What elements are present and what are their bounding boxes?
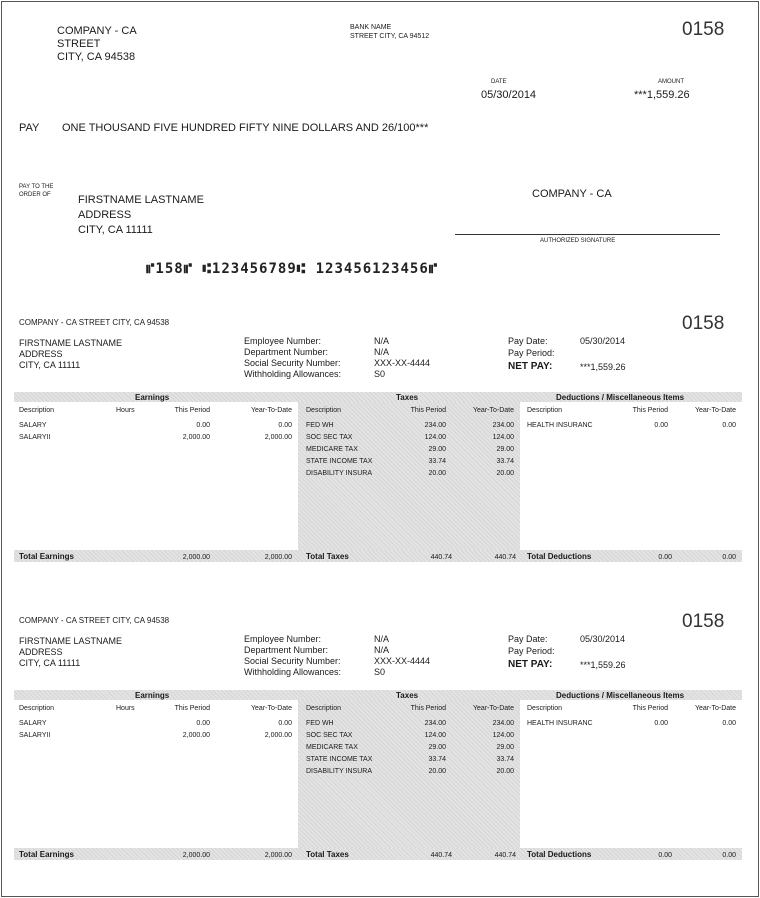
taxes-desc-column [306,421,372,481]
total-taxes-period: 440.74 [430,554,452,561]
ssn-label: Social Security Number: [244,656,341,666]
employee-number-label: Employee Number: [244,634,322,644]
taxes-ytd-column [450,719,514,779]
taxes-ytd-column [450,421,514,481]
pay-date-label: Pay Date: [508,634,548,644]
company-name: COMPANY - CA [57,25,137,37]
total-earnings-ytd: 2,000.00 [264,554,292,561]
department-number-label: Department Number: [244,347,329,357]
taxes-row-ytd: 234.00 [492,422,514,429]
deductions-row-period: 0.00 [654,422,668,429]
department-number-value: N/A [374,645,390,655]
deductions-period-column [608,421,668,433]
micr-line: ⑈158⑈ ⑆123456789⑆ 123456123456⑈ [146,261,439,277]
pay-to-label [19,183,53,199]
total-deductions-period: 0.00 [658,852,672,859]
deductions-row-desc: HEALTH INSURANC [527,422,593,429]
total-earnings-label: Total Earnings [19,850,74,859]
earnings-row-desc: SALARY [19,422,47,429]
pay-date-value: 05/30/2014 [580,336,626,346]
signature-label: AUTHORIZED SIGNATURE [540,238,616,244]
signature-line [455,234,720,235]
department-number-label: Department Number: [244,645,329,655]
taxes-row-ytd: 20.00 [496,470,514,477]
taxes-row-period: 29.00 [428,744,446,751]
stub-info-values [374,336,430,380]
check-amount: ***1,559.26 [634,89,690,101]
taxes-row-desc: SOC SEC TAX [306,434,353,441]
earnings-ytd-column [226,421,292,445]
company-street: STREET [57,38,101,50]
total-deductions-label: Total Deductions [527,850,592,859]
earnings-header-ytd: Year-To-Date [251,705,292,712]
deductions-ytd-column [672,421,736,433]
stub-employee-city: CITY, CA 11111 [19,658,81,668]
bank-address: STREET CITY, CA 94512 [350,33,430,40]
stub-info-labels [244,336,341,380]
net-pay-value: ***1,559.26 [580,660,626,670]
pay-to-label-line1: PAY TO THE [19,184,54,190]
total-earnings-period: 2,000.00 [182,554,210,561]
withholding-value: S0 [374,667,386,677]
deductions-desc-column [527,421,593,433]
earnings-header-hours: Hours [116,705,135,712]
stub-employee-street: ADDRESS [19,349,63,359]
deductions-row-ytd: 0.00 [722,720,736,727]
total-earnings-label: Total Earnings [19,552,74,561]
taxes-row-period: 20.00 [428,470,446,477]
earnings-desc-column [19,719,50,743]
deductions-header-description: Description [527,407,563,414]
total-deductions-ytd: 0.00 [722,852,736,859]
total-deductions-label: Total Deductions [527,552,592,561]
department-number-value: N/A [374,347,390,357]
pay-to-label-line2: ORDER OF [19,192,51,198]
stub-employee-street: ADDRESS [19,647,63,657]
taxes-row-desc: MEDICARE TAX [306,446,358,453]
stub-company-line: COMPANY - CA STREET CITY, CA 94538 [19,616,170,625]
earnings-row-ytd: 2,000.00 [264,732,292,739]
earnings-desc-column [19,421,50,445]
earnings-ytd-column [226,719,292,743]
earnings-row-ytd: 0.00 [278,422,292,429]
total-taxes-label: Total Taxes [306,850,349,859]
deductions-header-description: Description [527,705,563,712]
taxes-period-column [386,421,446,481]
taxes-row-period: 33.74 [428,458,446,465]
earnings-row-ytd: 2,000.00 [264,434,292,441]
taxes-row-ytd: 124.00 [492,434,514,441]
taxes-row-ytd: 33.74 [496,458,514,465]
net-pay-label: NET PAY: [508,361,553,372]
taxes-row-desc: FED WH [306,720,334,727]
total-taxes-ytd: 440.74 [494,852,516,859]
taxes-header-ytd: Year-To-Date [473,705,514,712]
earnings-row-period: 2,000.00 [182,434,210,441]
stub-info-values [374,634,430,678]
earnings-header-this-period: This Period [174,705,210,712]
employee-number-value: N/A [374,336,390,346]
taxes-row-period: 124.00 [424,732,446,739]
pay-stub-2 [0,598,760,898]
taxes-row-period: 29.00 [428,446,446,453]
earnings-header-hours: Hours [116,407,135,414]
net-pay-value: ***1,559.26 [580,362,626,372]
pay-stub-1 [0,300,760,600]
taxes-row-desc: DISABILITY INSURA [306,768,373,775]
taxes-title: Taxes [396,393,419,402]
taxes-row-desc: MEDICARE TAX [306,744,358,751]
bank-name: BANK NAME [350,24,392,31]
stub-check-number: 0158 [682,313,725,334]
total-taxes-ytd: 440.74 [494,554,516,561]
deductions-title: Deductions / Miscellaneous Items [556,393,685,402]
pay-label: PAY [19,122,40,134]
deductions-row-desc: HEALTH INSURANC [527,720,593,727]
taxes-row-desc: SOC SEC TAX [306,732,353,739]
deductions-period-column [608,719,668,731]
pay-date-value: 05/30/2014 [580,634,626,644]
taxes-period-column [386,719,446,779]
total-deductions-ytd: 0.00 [722,554,736,561]
deductions-header-this-period: This Period [632,407,668,414]
ssn-value: XXX-XX-4444 [374,358,431,368]
date-label: DATE [491,79,507,85]
deductions-row-period: 0.00 [654,720,668,727]
signer-company: COMPANY - CA [532,188,612,200]
deductions-header-ytd: Year-To-Date [695,407,736,414]
taxes-row-desc: STATE INCOME TAX [306,458,373,465]
earnings-row-desc: SALARY [19,720,47,727]
earnings-header-ytd: Year-To-Date [251,407,292,414]
payee-city: CITY, CA 11111 [78,224,153,236]
total-taxes-label: Total Taxes [306,552,349,561]
deductions-title: Deductions / Miscellaneous Items [556,691,685,700]
taxes-row-desc: DISABILITY INSURA [306,470,373,477]
taxes-row-ytd: 29.00 [496,446,514,453]
taxes-row-ytd: 29.00 [496,744,514,751]
deductions-desc-column [527,719,593,731]
earnings-header-description: Description [19,407,55,414]
earnings-row-period: 0.00 [196,422,210,429]
stub-employee-address [19,338,122,371]
earnings-row-desc: SALARYII [19,434,51,441]
earnings-title: Earnings [135,393,170,402]
amount-label: AMOUNT [658,79,684,85]
check-number: 0158 [682,19,725,40]
taxes-row-period: 234.00 [424,720,446,727]
deductions-row-ytd: 0.00 [722,422,736,429]
deductions-header-ytd: Year-To-Date [695,705,736,712]
pay-date-label: Pay Date: [508,336,548,346]
taxes-header-description: Description [306,705,342,712]
earnings-row-desc: SALARYII [19,732,51,739]
earnings-row-period: 0.00 [196,720,210,727]
employee-number-label: Employee Number: [244,336,322,346]
pay-period-label: Pay Period: [508,646,555,656]
taxes-row-period: 124.00 [424,434,446,441]
taxes-desc-column [306,719,372,779]
stub-info-labels [244,634,341,678]
stub-company-line: COMPANY - CA STREET CITY, CA 94538 [19,318,170,327]
taxes-header-ytd: Year-To-Date [473,407,514,414]
payee-address [78,193,204,238]
taxes-row-ytd: 124.00 [492,732,514,739]
earnings-period-column [150,719,210,743]
stub-employee-name: FIRSTNAME LASTNAME [19,636,123,646]
earnings-row-ytd: 0.00 [278,720,292,727]
company-address [57,25,137,64]
net-pay-label: NET PAY: [508,659,553,670]
earnings-period-column [150,421,210,445]
taxes-row-ytd: 20.00 [496,768,514,775]
earnings-header-this-period: This Period [174,407,210,414]
withholding-label: Withholding Allowances: [244,369,342,379]
pay-amount-words: ONE THOUSAND FIVE HUNDRED FIFTY NINE DOLLARS AND 26/100*** [62,122,429,134]
payee-street: ADDRESS [78,209,132,221]
bank-info [350,23,429,41]
taxes-header-this-period: This Period [410,705,446,712]
taxes-row-period: 33.74 [428,756,446,763]
taxes-row-ytd: 33.74 [496,756,514,763]
stub-employee-city: CITY, CA 11111 [19,360,81,370]
taxes-row-period: 20.00 [428,768,446,775]
deductions-header-this-period: This Period [632,705,668,712]
total-deductions-period: 0.00 [658,554,672,561]
stub-employee-address [19,636,122,669]
payee-name: FIRSTNAME LASTNAME [78,194,204,206]
taxes-row-ytd: 234.00 [492,720,514,727]
total-earnings-period: 2,000.00 [182,852,210,859]
ssn-label: Social Security Number: [244,358,341,368]
company-city: CITY, CA 94538 [57,51,136,63]
taxes-header-this-period: This Period [410,407,446,414]
withholding-value: S0 [374,369,386,379]
taxes-row-desc: FED WH [306,422,334,429]
withholding-label: Withholding Allowances: [244,667,342,677]
taxes-row-desc: STATE INCOME TAX [306,756,373,763]
total-taxes-period: 440.74 [430,852,452,859]
earnings-title: Earnings [135,691,170,700]
taxes-row-period: 234.00 [424,422,446,429]
employee-number-value: N/A [374,634,390,644]
earnings-row-period: 2,000.00 [182,732,210,739]
deductions-ytd-column [672,719,736,731]
earnings-header-description: Description [19,705,55,712]
taxes-title: Taxes [396,691,419,700]
stub-check-number: 0158 [682,611,725,632]
pay-period-label: Pay Period: [508,348,555,358]
stub-employee-name: FIRSTNAME LASTNAME [19,338,123,348]
total-earnings-ytd: 2,000.00 [264,852,292,859]
taxes-header-description: Description [306,407,342,414]
ssn-value: XXX-XX-4444 [374,656,431,666]
check-date: 05/30/2014 [481,89,537,101]
